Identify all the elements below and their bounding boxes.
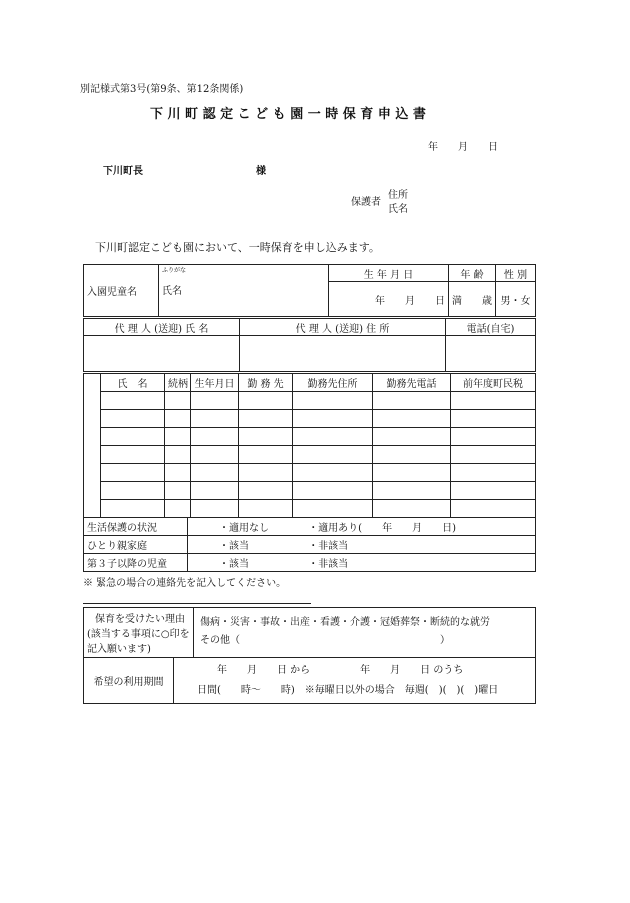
household-row	[84, 410, 536, 428]
household-cell[interactable]	[101, 500, 165, 518]
third-child-option-yes[interactable]: ・該当	[219, 559, 249, 570]
agent-name-header: 代 理 人 (送迎) 氏 名	[84, 319, 240, 336]
agent-phone-header: 電話(自宅)	[446, 319, 536, 336]
household-table	[83, 373, 536, 518]
household-header-tax: 前年度町民税	[451, 374, 536, 392]
sex-header: 性 別	[496, 265, 536, 282]
household-cell[interactable]	[191, 446, 239, 464]
form-title: 下 川 町 認 定 こ ど も 園 一 時 保 育 申 込 書	[150, 107, 426, 122]
household-row	[84, 500, 536, 518]
emergency-note: ※ 緊急の場合の連絡先を記入してください。	[83, 578, 287, 589]
household-cell[interactable]	[165, 500, 191, 518]
household-cell[interactable]	[293, 446, 373, 464]
dob-field[interactable]: 年 月 日	[329, 282, 449, 317]
welfare-option-no[interactable]: ・適用なし	[219, 523, 269, 534]
reason-label-line1: 保育を受けたい理由	[95, 613, 185, 625]
household-cell[interactable]	[293, 392, 373, 410]
dob-header: 生 年 月 日	[329, 265, 449, 282]
household-cell[interactable]	[293, 410, 373, 428]
household-header-dob: 生年月日	[191, 374, 239, 392]
household-header-work-phone: 勤務先電話	[373, 374, 451, 392]
household-row	[84, 428, 536, 446]
household-cell[interactable]	[451, 482, 536, 500]
household-cell[interactable]	[373, 500, 451, 518]
household-cell[interactable]	[239, 464, 293, 482]
household-cell[interactable]	[373, 428, 451, 446]
household-cell[interactable]	[239, 482, 293, 500]
welfare-label: 生活保護の状況	[84, 518, 188, 536]
reason-label-line3: 記入願います)	[87, 643, 151, 655]
household-cell[interactable]	[191, 482, 239, 500]
agent-address-field[interactable]	[240, 336, 446, 372]
agent-address-header: 代 理 人 (送迎) 住 所	[240, 319, 446, 336]
third-child-option-no[interactable]: ・非該当	[308, 559, 349, 570]
period-table	[83, 657, 536, 704]
single-parent-option-no[interactable]: ・非該当	[308, 541, 349, 552]
date-line: 年 月 日	[428, 142, 498, 153]
household-row	[84, 392, 536, 410]
household-cell[interactable]	[165, 428, 191, 446]
third-child-label: 第３子以降の児童	[84, 554, 188, 572]
period-label: 希望の利用期間	[84, 658, 174, 704]
child-label: 入園児童名	[84, 265, 159, 317]
household-cell[interactable]	[165, 482, 191, 500]
household-cell[interactable]	[191, 392, 239, 410]
request-table	[83, 607, 536, 658]
household-cell[interactable]	[451, 410, 536, 428]
single-parent-option-yes[interactable]: ・該当	[219, 541, 249, 552]
reason-options[interactable]: 傷病・災害・事故・出産・看護・介護・冠婚葬祭・断続的な就労	[200, 617, 490, 628]
household-cell[interactable]	[373, 482, 451, 500]
household-cell[interactable]	[239, 428, 293, 446]
household-cell[interactable]	[101, 446, 165, 464]
household-row	[84, 464, 536, 482]
household-side-cell	[84, 374, 101, 518]
form-number: 別記様式第3号(第9条、第12条関係)	[80, 84, 244, 95]
welfare-options	[188, 518, 536, 536]
household-cell[interactable]	[191, 428, 239, 446]
household-row	[84, 482, 536, 500]
household-cell[interactable]	[165, 446, 191, 464]
divider	[83, 603, 311, 604]
household-cell[interactable]	[101, 410, 165, 428]
single-parent-options	[188, 536, 536, 554]
household-cell[interactable]	[451, 464, 536, 482]
household-cell[interactable]	[293, 464, 373, 482]
period-days[interactable]: 日間( 時～ 時) ※毎曜日以外の場合 毎週( )( )( )曜日	[197, 684, 499, 696]
household-cell[interactable]	[101, 482, 165, 500]
household-cell[interactable]	[373, 392, 451, 410]
household-cell[interactable]	[239, 392, 293, 410]
reason-label-line2: (該当する事項に○印を	[87, 628, 190, 640]
household-cell[interactable]	[451, 446, 536, 464]
guardian-name-label: 氏名	[388, 204, 408, 215]
period-cell	[174, 658, 536, 704]
household-row	[84, 446, 536, 464]
household-header-work-address: 勤務先住所	[293, 374, 373, 392]
household-cell[interactable]	[451, 392, 536, 410]
household-cell[interactable]	[101, 428, 165, 446]
household-cell[interactable]	[293, 500, 373, 518]
age-field[interactable]: 満 歳	[449, 282, 496, 317]
household-cell[interactable]	[239, 500, 293, 518]
household-cell[interactable]	[191, 410, 239, 428]
household-cell[interactable]	[165, 410, 191, 428]
household-cell[interactable]	[191, 464, 239, 482]
reason-options-cell	[194, 608, 536, 658]
furigana-label: ふりがな	[159, 265, 329, 282]
household-cell[interactable]	[373, 464, 451, 482]
addressee-honorific: 様	[256, 166, 266, 177]
age-header: 年 齢	[449, 265, 496, 282]
single-parent-label: ひとり親家庭	[84, 536, 188, 554]
household-header-name: 氏 名	[101, 374, 165, 392]
child-table	[83, 264, 536, 317]
household-cell[interactable]	[165, 464, 191, 482]
welfare-option-yes[interactable]: ・適用あり( 年 月 日)	[308, 523, 456, 534]
household-header-workplace: 勤 務 先	[239, 374, 293, 392]
household-cell[interactable]	[293, 482, 373, 500]
household-cell[interactable]	[165, 392, 191, 410]
household-header-relation: 続柄	[165, 374, 191, 392]
household-cell[interactable]	[293, 428, 373, 446]
household-cell[interactable]	[451, 428, 536, 446]
sex-field[interactable]: 男・女	[496, 282, 536, 317]
intro-text: 下川町認定こども園において、一時保育を申し込みます。	[95, 241, 380, 254]
household-cell[interactable]	[451, 500, 536, 518]
household-cell[interactable]	[373, 446, 451, 464]
agent-phone-field[interactable]	[446, 336, 536, 372]
reason-other[interactable]: その他（ ）	[200, 635, 450, 646]
reason-label-cell	[84, 608, 194, 658]
guardian-address-label: 住所	[388, 190, 408, 201]
household-cell[interactable]	[373, 410, 451, 428]
household-cell[interactable]	[239, 410, 293, 428]
addressee: 下川町長	[103, 166, 143, 177]
agent-name-field[interactable]	[84, 336, 240, 372]
household-cell[interactable]	[239, 446, 293, 464]
household-cell[interactable]	[191, 500, 239, 518]
guardian-label: 保護者	[351, 197, 381, 208]
status-table	[83, 517, 536, 572]
agent-table	[83, 318, 536, 372]
household-cell[interactable]	[101, 392, 165, 410]
household-cell[interactable]	[101, 464, 165, 482]
third-child-options	[188, 554, 536, 572]
child-name-field[interactable]: 氏名	[159, 282, 329, 317]
period-range[interactable]: 年 月 日 から 年 月 日 のうち	[217, 664, 464, 676]
